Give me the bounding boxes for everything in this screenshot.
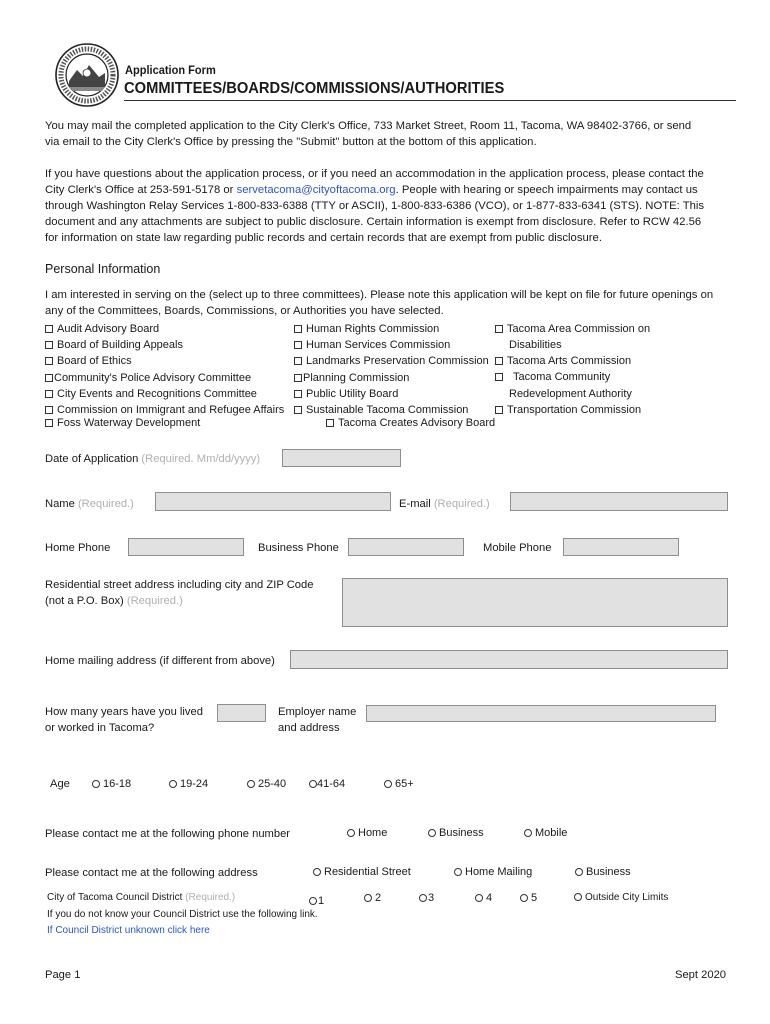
checkbox-icon	[294, 390, 302, 398]
radio-label: 5	[531, 892, 538, 904]
checkbox-area-commission-disabilities[interactable]	[495, 322, 650, 336]
checkbox-label: Board of Ethics	[57, 355, 132, 367]
radio-label: 1	[318, 895, 325, 907]
employer-label-1: Employer name	[278, 706, 357, 718]
employer-label-2: and address	[278, 722, 340, 734]
radio-icon	[364, 894, 372, 902]
checkbox-label: Tacoma Community	[513, 371, 611, 383]
checkbox-human-rights[interactable]	[294, 322, 439, 336]
checkbox-icon	[294, 325, 302, 333]
radio-district-5[interactable]	[520, 891, 537, 905]
employer-input[interactable]	[366, 705, 716, 722]
revision-date: Sept 2020	[675, 969, 727, 981]
mailing-address-label: Home mailing address (if different from above)	[45, 655, 275, 667]
residential-address-input[interactable]	[342, 578, 728, 627]
radio-icon	[92, 780, 100, 788]
radio-contact-business[interactable]	[428, 826, 484, 840]
radio-label: 2	[375, 892, 382, 904]
radio-contact-mobile[interactable]	[524, 826, 567, 840]
radio-label: 41-64	[317, 778, 346, 790]
radio-district-4[interactable]	[475, 891, 492, 905]
radio-label: 25-40	[258, 778, 287, 790]
checkbox-public-utility[interactable]	[294, 387, 398, 401]
checkbox-label: Planning Commission	[303, 372, 410, 384]
contact-address-label: Please contact me at the following address	[45, 867, 258, 879]
checkbox-label: Community's Police Advisory Committee	[54, 372, 252, 384]
checkbox-city-events[interactable]	[45, 387, 257, 401]
checkbox-label: Tacoma Arts Commission	[507, 355, 632, 367]
intro-contact-line-2	[45, 182, 698, 198]
checkbox-label: City Events and Recognitions Committee	[57, 388, 257, 400]
checkbox-label: Human Services Commission	[306, 339, 451, 351]
checkbox-transportation[interactable]	[495, 403, 641, 417]
radio-age-19-24[interactable]	[169, 777, 208, 791]
years-input[interactable]	[217, 704, 266, 722]
business-phone-label: Business Phone	[258, 542, 339, 554]
checkbox-icon	[495, 357, 503, 365]
years-label-2: or worked in Tacoma?	[45, 722, 155, 734]
form-subtitle: Application Form	[125, 63, 216, 77]
checkbox-landmarks[interactable]	[294, 354, 489, 368]
checkbox-label: Board of Building Appeals	[57, 339, 183, 351]
intro-text: City Clerk's Office at 253-591-5178 or	[45, 184, 237, 196]
checkbox-label-continued: Disabilities	[509, 339, 562, 351]
clerk-email-link[interactable]: servetacoma@cityoftacoma.org	[236, 184, 396, 196]
radio-icon	[309, 897, 317, 905]
label-text: (not a P.O. Box)	[45, 595, 124, 607]
radio-label: 16-18	[103, 778, 132, 790]
checkbox-board-of-ethics[interactable]	[45, 354, 132, 368]
radio-label: 4	[486, 892, 493, 904]
label-text: E-mail	[399, 498, 431, 510]
radio-icon	[169, 780, 177, 788]
radio-icon	[247, 780, 255, 788]
council-district-label	[47, 892, 235, 903]
checkbox-label: Transportation Commission	[507, 404, 642, 416]
checkbox-icon	[495, 406, 503, 414]
label-text: Date of Application	[45, 453, 139, 465]
radio-age-65-plus[interactable]	[384, 777, 414, 791]
checkbox-icon	[294, 374, 302, 382]
radio-icon	[475, 894, 483, 902]
checkbox-immigrant-refugee[interactable]	[45, 403, 284, 417]
intro-mail-line-1: You may mail the completed application to the City Clerk's Office, 733 Market Street, Room 11, Tacoma, WA 98402-3766, or send	[45, 120, 692, 132]
page-number: Page 1	[45, 969, 81, 981]
checkbox-icon	[45, 374, 53, 382]
email-label	[399, 496, 490, 512]
checkbox-board-of-building-appeals[interactable]	[45, 338, 183, 352]
district-lookup-link[interactable]: If Council District unknown click here	[47, 925, 210, 936]
home-phone-input[interactable]	[128, 538, 244, 556]
checkbox-label: Tacoma Creates Advisory Board	[338, 417, 496, 429]
checkbox-icon	[326, 419, 334, 427]
checkbox-icon	[294, 341, 302, 349]
checkbox-police-advisory[interactable]	[45, 371, 251, 385]
required-hint: (Required.)	[77, 498, 134, 510]
label-text: Name	[45, 498, 75, 510]
checkbox-tacoma-creates[interactable]	[326, 416, 495, 430]
checkbox-icon	[294, 357, 302, 365]
checkbox-icon	[495, 325, 503, 333]
radio-label: Mobile	[535, 827, 568, 839]
radio-label: Business	[439, 827, 484, 839]
committee-instructions-2: any of the Committees, Boards, Commissions, or Authorities you have selected.	[45, 305, 444, 317]
intro-contact-line-1: If you have questions about the application process, or if you need an accommodation in the application process, please contact the	[45, 168, 704, 180]
radio-address-home-mailing[interactable]	[454, 865, 532, 879]
checkbox-label: Sustainable Tacoma Commission	[306, 404, 469, 416]
city-seal-logo	[55, 43, 119, 107]
radio-label: Home Mailing	[465, 866, 533, 878]
checkbox-label: Commission on Immigrant and Refugee Affairs	[57, 404, 285, 416]
intro-contact-line-5: for information on state law regarding public records and certain records that are exempt from public disclosure.	[45, 232, 602, 244]
radio-label: Outside City Limits	[585, 892, 669, 903]
radio-icon	[575, 868, 583, 876]
committee-instructions-1: I am interested in serving on the (select up to three committees). Please note this application will be kept on file for future openings on	[45, 289, 714, 301]
radio-district-2[interactable]	[364, 891, 381, 905]
radio-label: 19-24	[180, 778, 209, 790]
radio-icon	[384, 780, 392, 788]
checkbox-icon	[45, 419, 53, 427]
required-hint: (Required. Mm/dd/yyyy)	[141, 453, 261, 465]
checkbox-label: Tacoma Area Commission on	[507, 323, 651, 335]
checkbox-audit-advisory-board[interactable]	[45, 322, 159, 336]
district-note: If you do not know your Council District use the following link.	[47, 909, 318, 920]
radio-icon	[524, 829, 532, 837]
residential-address-label-2	[45, 593, 183, 609]
mailing-address-input[interactable]	[290, 650, 728, 669]
radio-label: Residential Street	[324, 866, 411, 878]
checkbox-label: Public Utility Board	[306, 388, 399, 400]
intro-contact-line-4: document and any attachments are subject to public disclosure. Certain information is exempt from disclosure. Refer to RCW 42.56	[45, 216, 702, 228]
checkbox-icon	[45, 325, 53, 333]
radio-label: Business	[586, 866, 631, 878]
radio-district-3[interactable]	[419, 891, 434, 905]
radio-district-outside[interactable]	[574, 891, 668, 905]
radio-icon	[419, 894, 427, 902]
checkbox-icon	[45, 406, 53, 414]
checkbox-label: Foss Waterway Development	[57, 417, 201, 429]
radio-age-25-40[interactable]	[247, 777, 286, 791]
required-hint: (Required.)	[126, 595, 183, 607]
checkbox-label-continued: Redevelopment Authority	[509, 388, 632, 400]
required-hint: (Required.)	[185, 892, 236, 903]
checkbox-icon	[45, 357, 53, 365]
contact-phone-label: Please contact me at the following phone number	[45, 828, 291, 840]
checkbox-sustainable-tacoma[interactable]	[294, 403, 468, 417]
radio-icon	[454, 868, 462, 876]
home-phone-label: Home Phone	[45, 542, 111, 554]
email-input[interactable]	[510, 492, 728, 511]
checkbox-human-services[interactable]	[294, 338, 450, 352]
radio-icon	[309, 780, 317, 788]
name-input[interactable]	[155, 492, 391, 511]
years-label-1: How many years have you lived	[45, 706, 203, 718]
checkbox-icon	[45, 341, 53, 349]
age-label: Age	[50, 778, 70, 790]
radio-address-residential[interactable]	[313, 865, 411, 879]
date-label	[45, 451, 260, 467]
mobile-phone-input[interactable]	[563, 538, 679, 556]
checkbox-label: Human Rights Commission	[306, 323, 440, 335]
date-input[interactable]	[282, 449, 401, 467]
radio-district-1[interactable]	[309, 894, 324, 908]
header-rule	[124, 100, 736, 101]
radio-age-16-18[interactable]	[92, 777, 131, 791]
business-phone-input[interactable]	[348, 538, 464, 556]
checkbox-icon	[495, 373, 503, 381]
radio-icon	[347, 829, 355, 837]
intro-text: . People with hearing or speech impairments may contact us	[395, 184, 698, 196]
checkbox-icon	[45, 390, 53, 398]
checkbox-label: Landmarks Preservation Commission	[306, 355, 489, 367]
mobile-phone-label: Mobile Phone	[483, 542, 552, 554]
radio-label: Home	[358, 827, 388, 839]
form-title: COMMITTEES/BOARDS/COMMISSIONS/AUTHORITIES	[124, 80, 505, 97]
required-hint: (Required.)	[433, 498, 490, 510]
radio-contact-home[interactable]	[347, 826, 387, 840]
checkbox-community-redevelopment[interactable]	[495, 370, 610, 384]
radio-icon	[428, 829, 436, 837]
checkbox-planning[interactable]	[294, 371, 409, 385]
radio-label: 65+	[395, 778, 414, 790]
radio-address-business[interactable]	[575, 865, 631, 879]
residential-address-label: Residential street address including city and ZIP Code	[45, 579, 314, 591]
checkbox-label: Audit Advisory Board	[57, 323, 160, 335]
personal-info-heading: Personal Information	[45, 262, 161, 276]
checkbox-foss-waterway[interactable]	[45, 416, 200, 430]
name-label	[45, 496, 134, 512]
intro-mail-line-2: via email to the City Clerk's Office by pressing the "Submit" button at the bottom of this application.	[45, 136, 537, 148]
label-text: City of Tacoma Council District	[47, 892, 183, 903]
radio-label: 3	[428, 892, 435, 904]
radio-icon	[520, 894, 528, 902]
checkbox-icon	[294, 406, 302, 414]
radio-icon	[574, 893, 582, 901]
radio-icon	[313, 868, 321, 876]
intro-contact-line-3: through Washington Relay Services 1-800-833-6388 (TTY or ASCII), 1-800-833-6386 (VCO), or 1-877-833-6341 (STS). NOTE: This	[45, 200, 705, 212]
radio-age-41-64[interactable]	[309, 777, 345, 791]
checkbox-arts-commission[interactable]	[495, 354, 631, 368]
